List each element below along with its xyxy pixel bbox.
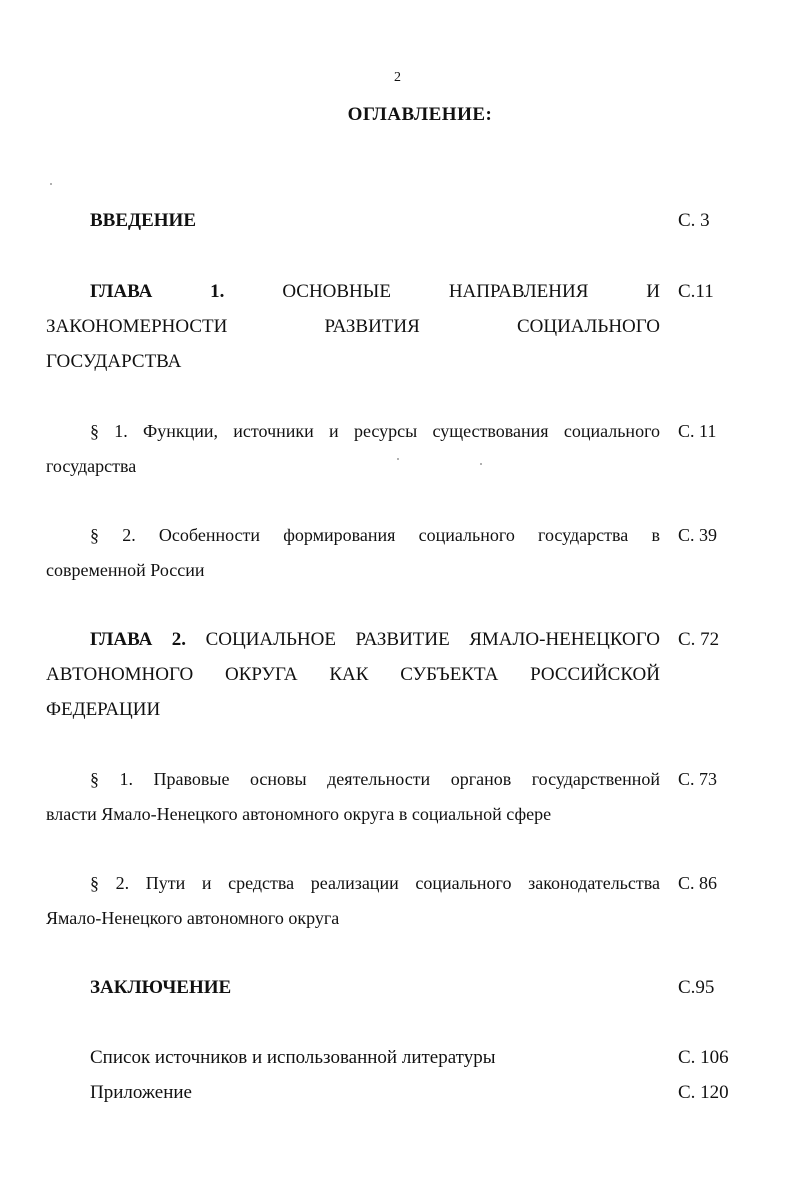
scan-speck <box>50 183 52 185</box>
chapter-2-line-3: ФЕДЕРАЦИИ <box>46 699 161 720</box>
toc-title: ОГЛАВЛЕНИЕ: <box>347 104 493 125</box>
chapter-1-line-1 <box>46 274 660 309</box>
chapter-2-prefix: ГЛАВА 2. <box>90 629 187 650</box>
chapter-2-line-1-rest: СОЦИАЛЬНОЕ РАЗВИТИЕ ЯМАЛО-НЕНЕЦКОГО <box>205 629 660 650</box>
ch2-sec2-page: С. 86 <box>678 873 718 893</box>
ch2-sec1-page: С. 73 <box>678 769 718 789</box>
chapter-1-line-2: ЗАКОНОМЕРНОСТИ РАЗВИТИЯ СОЦИАЛЬНОГО <box>46 316 660 337</box>
conclusion-label: ЗАКЛЮЧЕНИЕ <box>90 977 232 998</box>
page-number: 2 <box>394 70 401 85</box>
chapter-1-prefix: ГЛАВА 1. <box>90 281 225 302</box>
chapter-2-page: С. 72 <box>678 629 720 650</box>
intro-label: ВВЕДЕНИЕ <box>90 210 196 231</box>
ch1-sec2-line-2: современной России <box>46 560 205 580</box>
ch2-sec1-line-1: § 1. Правовые основы деятельности органов государственной <box>90 769 660 789</box>
sources-page: С. 106 <box>678 1047 729 1068</box>
ch2-sec1-line-2: власти Ямало-Ненецкого автономного округа в социальной сфере <box>46 804 552 824</box>
chapter-1-line-3: ГОСУДАРСТВА <box>46 351 182 372</box>
chapter-1-line-1-rest: ОСНОВНЫЕ НАПРАВЛЕНИЯ И <box>282 281 660 302</box>
conclusion-page: С.95 <box>678 977 715 998</box>
chapter-2-line-1 <box>46 622 660 657</box>
scan-speck <box>480 463 482 465</box>
ch1-sec1-page: С. 11 <box>678 421 717 441</box>
toc-entry-appendix <box>90 1075 730 1110</box>
chapter-1-page: С.11 <box>678 281 714 302</box>
ch1-sec2-line-1: § 2. Особенности формирования социального государства в <box>90 525 660 545</box>
sources-label: Список источников и использованной литературы <box>90 1047 496 1068</box>
ch2-sec2-line-1: § 2. Пути и средства реализации социального законодательства <box>90 873 660 893</box>
scan-speck <box>397 458 399 460</box>
ch1-sec1-line-1: § 1. Функции, источники и ресурсы существования социального <box>90 421 660 441</box>
appendix-page: С. 120 <box>678 1082 729 1103</box>
intro-page: С. 3 <box>678 210 710 231</box>
toc-entry-sources <box>90 1040 730 1075</box>
appendix-label: Приложение <box>90 1082 192 1103</box>
ch2-sec2-line-2: Ямало-Ненецкого автономного округа <box>46 908 340 928</box>
ch1-sec1-line-2: государства <box>46 456 137 476</box>
chapter-2-line-2: АВТОНОМНОГО ОКРУГА КАК СУБЪЕКТА РОССИЙСКОЙ <box>46 664 660 685</box>
ch1-sec2-page: С. 39 <box>678 525 718 545</box>
